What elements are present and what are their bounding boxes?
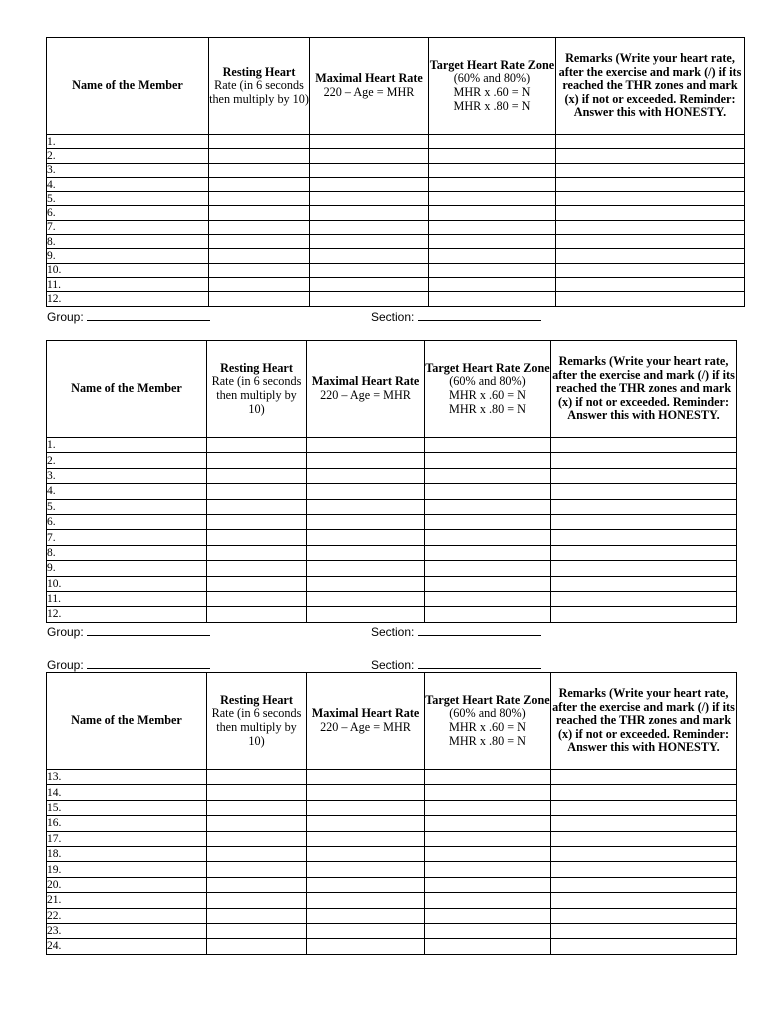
table-row bbox=[47, 862, 737, 877]
remarks-cell[interactable] bbox=[551, 770, 737, 785]
remarks-cell[interactable] bbox=[551, 607, 737, 622]
member-name-cell[interactable]: 23. bbox=[47, 923, 207, 938]
table-row bbox=[47, 576, 737, 591]
remarks-cell[interactable] bbox=[556, 277, 745, 291]
resting-heart-rate-cell[interactable] bbox=[209, 249, 310, 263]
member-name-cell[interactable]: 12. bbox=[47, 292, 209, 306]
resting-heart-rate-cell[interactable] bbox=[207, 846, 307, 861]
maximal-heart-rate-cell[interactable] bbox=[307, 908, 425, 923]
table-row bbox=[47, 591, 737, 606]
header-target-heart-rate-zone: Target Heart Rate Zone (60% and 80%) MHR x .60 = N MHR x .80 = N bbox=[425, 341, 551, 438]
resting-heart-rate-cell[interactable] bbox=[207, 576, 307, 591]
remarks-cell[interactable] bbox=[551, 453, 737, 468]
maximal-heart-rate-cell[interactable] bbox=[307, 831, 425, 846]
remarks-cell[interactable] bbox=[556, 292, 745, 306]
header-maximal-heart-rate: Maximal Heart Rate 220 – Age = MHR bbox=[310, 38, 429, 135]
member-name-cell[interactable]: 12. bbox=[47, 607, 207, 622]
resting-heart-rate-cell[interactable] bbox=[207, 453, 307, 468]
table-row bbox=[47, 800, 737, 815]
target-heart-rate-cell[interactable] bbox=[425, 499, 551, 514]
target-heart-rate-cell[interactable] bbox=[425, 800, 551, 815]
member-name-cell[interactable]: 2. bbox=[47, 149, 209, 163]
table-row bbox=[47, 135, 745, 149]
remarks-cell[interactable] bbox=[556, 149, 745, 163]
target-heart-rate-cell[interactable] bbox=[429, 235, 556, 249]
group-field-2 bbox=[47, 624, 210, 639]
maximal-heart-rate-cell[interactable] bbox=[307, 514, 425, 529]
maximal-heart-rate-cell[interactable] bbox=[307, 545, 425, 560]
maximal-heart-rate-cell[interactable] bbox=[307, 607, 425, 622]
member-name-cell[interactable]: 8. bbox=[47, 545, 207, 560]
member-name-cell[interactable]: 10. bbox=[47, 576, 207, 591]
table-row bbox=[47, 277, 745, 291]
resting-heart-rate-cell[interactable] bbox=[207, 530, 307, 545]
remarks-cell[interactable] bbox=[551, 530, 737, 545]
member-name-cell[interactable]: 7. bbox=[47, 220, 209, 234]
target-heart-rate-cell[interactable] bbox=[425, 785, 551, 800]
remarks-cell[interactable] bbox=[551, 800, 737, 815]
table-row bbox=[47, 831, 737, 846]
header-row bbox=[47, 38, 745, 135]
header-row bbox=[47, 341, 737, 438]
table-row bbox=[47, 453, 737, 468]
table-row bbox=[47, 235, 745, 249]
maximal-heart-rate-cell[interactable] bbox=[307, 785, 425, 800]
member-name-cell[interactable]: 21. bbox=[47, 893, 207, 908]
member-name-cell[interactable]: 2. bbox=[47, 453, 207, 468]
member-name-cell[interactable]: 6. bbox=[47, 514, 207, 529]
maximal-heart-rate-cell[interactable] bbox=[307, 862, 425, 877]
target-heart-rate-cell[interactable] bbox=[429, 292, 556, 306]
table-row bbox=[47, 846, 737, 861]
target-heart-rate-cell[interactable] bbox=[425, 831, 551, 846]
group-blank[interactable] bbox=[87, 624, 210, 636]
maximal-heart-rate-cell[interactable] bbox=[310, 249, 429, 263]
member-name-cell[interactable]: 20. bbox=[47, 877, 207, 892]
remarks-cell[interactable] bbox=[556, 249, 745, 263]
remarks-cell[interactable] bbox=[551, 846, 737, 861]
target-heart-rate-cell[interactable] bbox=[425, 877, 551, 892]
resting-heart-rate-cell[interactable] bbox=[209, 235, 310, 249]
remarks-cell[interactable] bbox=[551, 561, 737, 576]
resting-heart-rate-cell[interactable] bbox=[209, 277, 310, 291]
header-name-of-member: Name of the Member bbox=[47, 673, 207, 770]
resting-heart-rate-cell[interactable] bbox=[207, 785, 307, 800]
maximal-heart-rate-cell[interactable] bbox=[307, 530, 425, 545]
table-row bbox=[47, 923, 737, 938]
member-table-3 bbox=[46, 672, 737, 955]
target-heart-rate-cell[interactable] bbox=[425, 893, 551, 908]
table-row bbox=[47, 438, 737, 453]
resting-heart-rate-cell[interactable] bbox=[207, 939, 307, 954]
member-name-cell[interactable]: 4. bbox=[47, 177, 209, 191]
remarks-cell[interactable] bbox=[551, 468, 737, 483]
remarks-cell[interactable] bbox=[556, 235, 745, 249]
target-heart-rate-cell[interactable] bbox=[429, 263, 556, 277]
remarks-cell[interactable] bbox=[556, 206, 745, 220]
resting-heart-rate-cell[interactable] bbox=[207, 607, 307, 622]
maximal-heart-rate-cell[interactable] bbox=[307, 939, 425, 954]
member-name-cell[interactable]: 1. bbox=[47, 438, 207, 453]
resting-heart-rate-cell[interactable] bbox=[209, 149, 310, 163]
table-row bbox=[47, 206, 745, 220]
header-resting-heart-rate: Resting Heart Rate (in 6 seconds then multiply by 10) bbox=[209, 38, 310, 135]
header-remarks: Remarks (Write your heart rate, after the exercise and mark (/) if its reached the THR zones and mark (x) if not or exceeded. Reminder: Answer this with HONESTY. bbox=[551, 341, 737, 438]
target-heart-rate-cell[interactable] bbox=[429, 220, 556, 234]
resting-heart-rate-cell[interactable] bbox=[209, 292, 310, 306]
member-name-cell[interactable]: 8. bbox=[47, 235, 209, 249]
table-row bbox=[47, 561, 737, 576]
table-row bbox=[47, 530, 737, 545]
remarks-cell[interactable] bbox=[551, 484, 737, 499]
target-heart-rate-cell[interactable] bbox=[425, 453, 551, 468]
section-field-2 bbox=[371, 624, 541, 639]
maximal-heart-rate-cell[interactable] bbox=[307, 484, 425, 499]
member-name-cell[interactable]: 6. bbox=[47, 206, 209, 220]
resting-heart-rate-cell[interactable] bbox=[209, 163, 310, 177]
header-name-of-member: Name of the Member bbox=[47, 341, 207, 438]
member-name-cell[interactable]: 3. bbox=[47, 468, 207, 483]
maximal-heart-rate-cell[interactable] bbox=[310, 206, 429, 220]
table-row bbox=[47, 893, 737, 908]
resting-heart-rate-cell[interactable] bbox=[207, 816, 307, 831]
table-row bbox=[47, 149, 745, 163]
table-row bbox=[47, 877, 737, 892]
target-heart-rate-cell[interactable] bbox=[429, 192, 556, 206]
remarks-cell[interactable] bbox=[551, 785, 737, 800]
remarks-cell[interactable] bbox=[551, 908, 737, 923]
maximal-heart-rate-cell[interactable] bbox=[307, 576, 425, 591]
resting-heart-rate-cell[interactable] bbox=[207, 831, 307, 846]
maximal-heart-rate-cell[interactable] bbox=[307, 800, 425, 815]
header-target-heart-rate-zone: Target Heart Rate Zone (60% and 80%) MHR x .60 = N MHR x .80 = N bbox=[425, 673, 551, 770]
member-name-cell[interactable]: 18. bbox=[47, 846, 207, 861]
resting-heart-rate-cell[interactable] bbox=[207, 514, 307, 529]
target-heart-rate-cell[interactable] bbox=[425, 607, 551, 622]
target-heart-rate-cell[interactable] bbox=[425, 908, 551, 923]
member-name-cell[interactable]: 11. bbox=[47, 277, 209, 291]
remarks-cell[interactable] bbox=[556, 135, 745, 149]
header-maximal-heart-rate: Maximal Heart Rate 220 – Age = MHR bbox=[307, 673, 425, 770]
remarks-cell[interactable] bbox=[551, 545, 737, 560]
member-name-cell[interactable]: 5. bbox=[47, 499, 207, 514]
member-name-cell[interactable]: 13. bbox=[47, 770, 207, 785]
group-label: Group: bbox=[47, 625, 84, 639]
target-heart-rate-cell[interactable] bbox=[429, 277, 556, 291]
resting-heart-rate-cell[interactable] bbox=[207, 499, 307, 514]
maximal-heart-rate-cell[interactable] bbox=[307, 816, 425, 831]
header-remarks: Remarks (Write your heart rate, after the exercise and mark (/) if its reached the THR zones and mark (x) if not or exceeded. Reminder: Answer this with HONESTY. bbox=[551, 673, 737, 770]
remarks-cell[interactable] bbox=[551, 877, 737, 892]
resting-heart-rate-cell[interactable] bbox=[207, 770, 307, 785]
table-row bbox=[47, 484, 737, 499]
maximal-heart-rate-cell[interactable] bbox=[310, 177, 429, 191]
maximal-heart-rate-cell[interactable] bbox=[307, 893, 425, 908]
resting-heart-rate-cell[interactable] bbox=[207, 591, 307, 606]
maximal-heart-rate-cell[interactable] bbox=[307, 846, 425, 861]
maximal-heart-rate-cell[interactable] bbox=[307, 453, 425, 468]
resting-heart-rate-cell[interactable] bbox=[207, 923, 307, 938]
group-label: Group: bbox=[47, 658, 84, 672]
remarks-cell[interactable] bbox=[551, 438, 737, 453]
remarks-cell[interactable] bbox=[556, 163, 745, 177]
section-label: Section: bbox=[371, 658, 415, 672]
section-field-1 bbox=[371, 309, 541, 324]
target-heart-rate-cell[interactable] bbox=[425, 923, 551, 938]
group-field-3 bbox=[47, 657, 210, 672]
remarks-cell[interactable] bbox=[551, 576, 737, 591]
header-resting-heart-rate: Resting Heart Rate (in 6 seconds then multiply by 10) bbox=[207, 341, 307, 438]
maximal-heart-rate-cell[interactable] bbox=[310, 263, 429, 277]
maximal-heart-rate-cell[interactable] bbox=[307, 591, 425, 606]
table-row bbox=[47, 785, 737, 800]
member-name-cell[interactable]: 4. bbox=[47, 484, 207, 499]
table-row bbox=[47, 220, 745, 234]
table-row bbox=[47, 192, 745, 206]
target-heart-rate-cell[interactable] bbox=[429, 206, 556, 220]
member-table-1 bbox=[46, 37, 745, 307]
group-blank[interactable] bbox=[87, 309, 210, 321]
remarks-cell[interactable] bbox=[556, 220, 745, 234]
remarks-cell[interactable] bbox=[556, 192, 745, 206]
member-name-cell[interactable]: 15. bbox=[47, 800, 207, 815]
member-name-cell[interactable]: 14. bbox=[47, 785, 207, 800]
resting-heart-rate-cell[interactable] bbox=[207, 484, 307, 499]
maximal-heart-rate-cell[interactable] bbox=[310, 235, 429, 249]
group-blank[interactable] bbox=[87, 657, 210, 669]
remarks-cell[interactable] bbox=[551, 862, 737, 877]
member-name-cell[interactable]: 11. bbox=[47, 591, 207, 606]
target-heart-rate-cell[interactable] bbox=[425, 939, 551, 954]
remarks-cell[interactable] bbox=[551, 893, 737, 908]
target-heart-rate-cell[interactable] bbox=[429, 177, 556, 191]
member-name-cell[interactable]: 3. bbox=[47, 163, 209, 177]
member-name-cell[interactable]: 22. bbox=[47, 908, 207, 923]
target-heart-rate-cell[interactable] bbox=[425, 514, 551, 529]
member-name-cell[interactable]: 24. bbox=[47, 939, 207, 954]
maximal-heart-rate-cell[interactable] bbox=[307, 923, 425, 938]
remarks-cell[interactable] bbox=[551, 939, 737, 954]
member-name-cell[interactable]: 9. bbox=[47, 249, 209, 263]
table-row bbox=[47, 292, 745, 306]
maximal-heart-rate-cell[interactable] bbox=[307, 877, 425, 892]
target-heart-rate-cell[interactable] bbox=[425, 438, 551, 453]
table-row bbox=[47, 249, 745, 263]
resting-heart-rate-cell[interactable] bbox=[207, 438, 307, 453]
target-heart-rate-cell[interactable] bbox=[425, 468, 551, 483]
section-label: Section: bbox=[371, 310, 415, 324]
maximal-heart-rate-cell[interactable] bbox=[310, 149, 429, 163]
target-heart-rate-cell[interactable] bbox=[429, 249, 556, 263]
member-name-cell[interactable]: 9. bbox=[47, 561, 207, 576]
target-heart-rate-cell[interactable] bbox=[425, 862, 551, 877]
header-remarks: Remarks (Write your heart rate, after the exercise and mark (/) if its reached the THR zones and mark (x) if not or exceeded. Reminder: Answer this with HONESTY. bbox=[556, 38, 745, 135]
target-heart-rate-cell[interactable] bbox=[425, 561, 551, 576]
group-label: Group: bbox=[47, 310, 84, 324]
remarks-cell[interactable] bbox=[551, 831, 737, 846]
header-resting-heart-rate: Resting Heart Rate (in 6 seconds then multiply by 10) bbox=[207, 673, 307, 770]
table-row bbox=[47, 545, 737, 560]
remarks-cell[interactable] bbox=[551, 499, 737, 514]
resting-heart-rate-cell[interactable] bbox=[207, 561, 307, 576]
table-row bbox=[47, 908, 737, 923]
resting-heart-rate-cell[interactable] bbox=[209, 192, 310, 206]
remarks-cell[interactable] bbox=[556, 263, 745, 277]
maximal-heart-rate-cell[interactable] bbox=[310, 277, 429, 291]
maximal-heart-rate-cell[interactable] bbox=[310, 292, 429, 306]
resting-heart-rate-cell[interactable] bbox=[209, 177, 310, 191]
resting-heart-rate-cell[interactable] bbox=[207, 908, 307, 923]
maximal-heart-rate-cell[interactable] bbox=[310, 135, 429, 149]
table-row bbox=[47, 939, 737, 954]
resting-heart-rate-cell[interactable] bbox=[207, 800, 307, 815]
resting-heart-rate-cell[interactable] bbox=[209, 206, 310, 220]
header-maximal-heart-rate: Maximal Heart Rate 220 – Age = MHR bbox=[307, 341, 425, 438]
table-row bbox=[47, 468, 737, 483]
header-name-of-member: Name of the Member bbox=[47, 38, 209, 135]
maximal-heart-rate-cell[interactable] bbox=[310, 220, 429, 234]
resting-heart-rate-cell[interactable] bbox=[209, 220, 310, 234]
target-heart-rate-cell[interactable] bbox=[425, 816, 551, 831]
maximal-heart-rate-cell[interactable] bbox=[307, 561, 425, 576]
member-name-cell[interactable]: 7. bbox=[47, 530, 207, 545]
resting-heart-rate-cell[interactable] bbox=[207, 862, 307, 877]
table-row bbox=[47, 816, 737, 831]
target-heart-rate-cell[interactable] bbox=[425, 770, 551, 785]
target-heart-rate-cell[interactable] bbox=[429, 135, 556, 149]
maximal-heart-rate-cell[interactable] bbox=[307, 499, 425, 514]
remarks-cell[interactable] bbox=[551, 591, 737, 606]
remarks-cell[interactable] bbox=[556, 177, 745, 191]
member-name-cell[interactable]: 1. bbox=[47, 135, 209, 149]
resting-heart-rate-cell[interactable] bbox=[207, 468, 307, 483]
table-row bbox=[47, 607, 737, 622]
maximal-heart-rate-cell[interactable] bbox=[310, 192, 429, 206]
section-blank[interactable] bbox=[418, 624, 541, 636]
target-heart-rate-cell[interactable] bbox=[425, 591, 551, 606]
target-heart-rate-cell[interactable] bbox=[425, 846, 551, 861]
member-name-cell[interactable]: 19. bbox=[47, 862, 207, 877]
section-field-3 bbox=[371, 657, 541, 672]
maximal-heart-rate-cell[interactable] bbox=[307, 468, 425, 483]
target-heart-rate-cell[interactable] bbox=[429, 163, 556, 177]
target-heart-rate-cell[interactable] bbox=[425, 484, 551, 499]
target-heart-rate-cell[interactable] bbox=[429, 149, 556, 163]
resting-heart-rate-cell[interactable] bbox=[207, 545, 307, 560]
target-heart-rate-cell[interactable] bbox=[425, 530, 551, 545]
member-name-cell[interactable]: 16. bbox=[47, 816, 207, 831]
group-field-1 bbox=[47, 309, 210, 324]
table-row bbox=[47, 177, 745, 191]
member-name-cell[interactable]: 10. bbox=[47, 263, 209, 277]
remarks-cell[interactable] bbox=[551, 514, 737, 529]
resting-heart-rate-cell[interactable] bbox=[207, 877, 307, 892]
member-table-2 bbox=[46, 340, 737, 623]
target-heart-rate-cell[interactable] bbox=[425, 545, 551, 560]
maximal-heart-rate-cell[interactable] bbox=[307, 770, 425, 785]
maximal-heart-rate-cell[interactable] bbox=[307, 438, 425, 453]
resting-heart-rate-cell[interactable] bbox=[207, 893, 307, 908]
table-row bbox=[47, 163, 745, 177]
table-row bbox=[47, 770, 737, 785]
remarks-cell[interactable] bbox=[551, 816, 737, 831]
resting-heart-rate-cell[interactable] bbox=[209, 135, 310, 149]
table-row bbox=[47, 514, 737, 529]
header-row bbox=[47, 673, 737, 770]
table-row bbox=[47, 499, 737, 514]
member-name-cell[interactable]: 5. bbox=[47, 192, 209, 206]
section-blank[interactable] bbox=[418, 309, 541, 321]
resting-heart-rate-cell[interactable] bbox=[209, 263, 310, 277]
member-name-cell[interactable]: 17. bbox=[47, 831, 207, 846]
section-blank[interactable] bbox=[418, 657, 541, 669]
section-label: Section: bbox=[371, 625, 415, 639]
header-target-heart-rate-zone: Target Heart Rate Zone (60% and 80%) MHR x .60 = N MHR x .80 = N bbox=[429, 38, 556, 135]
table-row bbox=[47, 263, 745, 277]
target-heart-rate-cell[interactable] bbox=[425, 576, 551, 591]
remarks-cell[interactable] bbox=[551, 923, 737, 938]
maximal-heart-rate-cell[interactable] bbox=[310, 163, 429, 177]
